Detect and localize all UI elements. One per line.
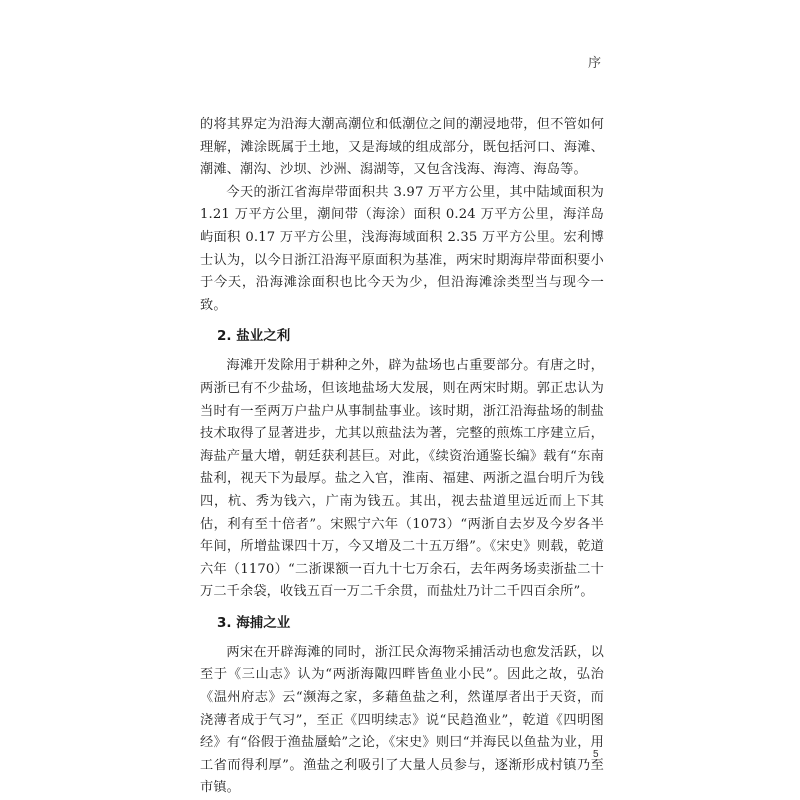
- section-heading-fishing: 3. 海捕之业: [217, 614, 291, 631]
- section-heading-salt: 2. 盐业之利: [217, 328, 291, 345]
- paragraph-coastal-area: 今天的浙江省海岸带面积共 3.97 万平方公里，其中陆域面积为 1.21 万平方公里，潮间带（海涂）面积 0.24 万平方公里，海洋岛屿面积 0.17 万平方公里，浅海海域面积 2.35 万平方公里。宏利博士认为，以今日浙江沿海平原面积为基准，两宋时期海岸带面积要小于今天，沿海滩涂面积也比今天为少，但沿海滩涂类型当与现今一致。: [200, 184, 604, 313]
- page-number: 5: [593, 749, 599, 760]
- paragraph-continued: 的将其界定为沿海大潮高潮位和低潮位之间的潮浸地带，但不管如何理解，滩涂既属于土地，又是海域的组成部分，既包括河口、海滩、潮滩、潮沟、沙坝、沙洲、潟湖等，又包含浅海、海湾、海岛等。: [200, 117, 604, 178]
- paragraph-salt-industry: 海滩开发除用于耕种之外，辟为盐场也占重要部分。有唐之时，两浙已有不少盐场，但该地盐场大发展，则在两宋时期。郭正忠认为当时有一至两万户盐户从事制盐事业。该时期，浙江沿海盐场的制盐技术取得了显著进步，尤其以煎盐法为著，完整的煎炼工序建立后，海盐产量大增，朝廷获利甚巨。对此，《续资治通鉴长编》载有“东南盐利，视天下为最厚。盐之入官，淮南、福建、两浙之温台明斤为钱四，杭、秀为钱六，广南为钱五。其出，视去盐道里远近而上下其估，利有至十倍者”。宋熙宁六年（1073）“两浙自去岁及今岁各半年间，所增盐课四十万，今又增及二十五万缗”。《宋史》则载，乾道六年（1170）“二浙课额一百九十七万余石，去年两务场卖浙盐二十万二千余袋，收钱五百一万二千余贯，而盐灶乃计二千四百余所”。: [200, 358, 604, 600]
- paragraph-fishing-industry: 两宋在开辟海滩的同时，浙江民众海物采捕活动也愈发活跃，以至于《三山志》认为“两浙海陬四畔皆鱼业小民”。因此之故，弘治《温州府志》云“濒海之家，多藉鱼盐之利，然谨厚者出于天资，而浇薄者成于气习”，至正《四明续志》说“民趋渔业”，乾道《四明图经》有“俗假于渔盐蜃蛤”之论，《宋史》则曰“并海民以鱼盐为业，用工省而得利厚”。渔盐之利吸引了大量人员参与，逐渐形成村镇乃至市镇。: [200, 644, 604, 796]
- body-text: [200, 114, 604, 800]
- running-header: 序: [588, 56, 602, 71]
